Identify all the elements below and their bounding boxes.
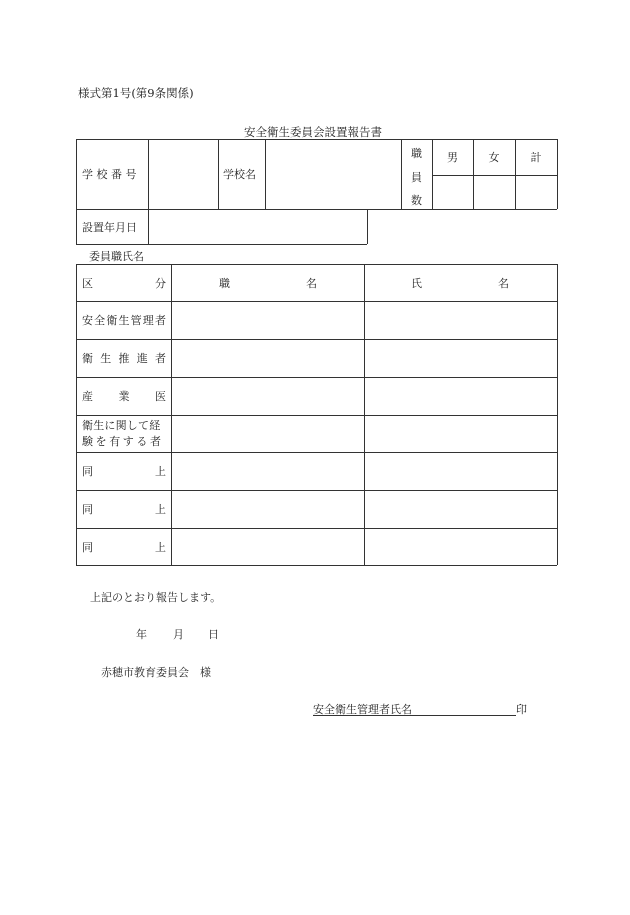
row-label-hygiene-experienced: 衛生に関して経 験を有する者: [82, 418, 164, 448]
female-count-field[interactable]: [473, 175, 515, 209]
closing-text: 上記のとおり報告します。: [90, 591, 222, 604]
staff-count-char: 職: [411, 147, 422, 160]
male-label: 男: [447, 151, 458, 164]
total-label: 計: [530, 151, 542, 164]
name-header: 氏 名: [411, 276, 509, 290]
established-date-field[interactable]: [148, 209, 367, 244]
document-title: 安全衛生委員会設置報告書: [244, 125, 382, 139]
established-date-label: 設置年月日: [82, 220, 137, 234]
school-name-field[interactable]: [265, 139, 401, 209]
form-number: 様式第1号(第9条関係): [78, 86, 194, 100]
staff-count-char: 員: [411, 171, 422, 184]
category-header: 区 分: [82, 276, 166, 290]
row-label-industrial-physician: 産 業 医: [82, 390, 166, 403]
staff-count-char: 数: [411, 194, 422, 207]
row-label-safety-manager: 安 全 衛 生 管 理 者: [82, 314, 166, 327]
signature-line[interactable]: [313, 701, 516, 716]
row-label-ditto: 同 上: [82, 465, 166, 478]
row-label-ditto: 同 上: [82, 503, 166, 516]
female-label: 女: [488, 151, 500, 164]
seal-mark: 印: [516, 703, 527, 716]
addressee: 赤穂市教育委員会 様: [101, 666, 211, 679]
total-count-field[interactable]: [515, 175, 557, 209]
male-count-field[interactable]: [432, 175, 473, 209]
school-name-label: 学校名: [223, 168, 256, 181]
signature-label: 安全衛生管理者氏名: [313, 703, 412, 716]
row-label-ditto: 同 上: [82, 540, 166, 554]
members-caption: 委員職氏名: [89, 250, 144, 263]
document-page: 様式第1号(第9条関係) 安全衛生委員会設置報告書 学 校 番 号 学校名 職 員 数 男 女 計 設置年月日 委員職氏名 区 分 職 名 氏 名 安 全 衛 生 管 理 者 衛 生 推 進 者 産 業 医 衛生に関して経 験を有する者 同 上 同 上 同 上 上記のとおり報告します。 年 月 日 赤穂市教育委員会 様 安全衛生管理者氏名 印: [0, 0, 630, 915]
school-number-label: 学 校 番 号: [82, 168, 137, 181]
row-label-hygiene-promoter: 衛 生 推 進 者: [82, 352, 166, 365]
school-number-field[interactable]: [148, 139, 218, 209]
position-header: 職 名: [219, 276, 317, 290]
